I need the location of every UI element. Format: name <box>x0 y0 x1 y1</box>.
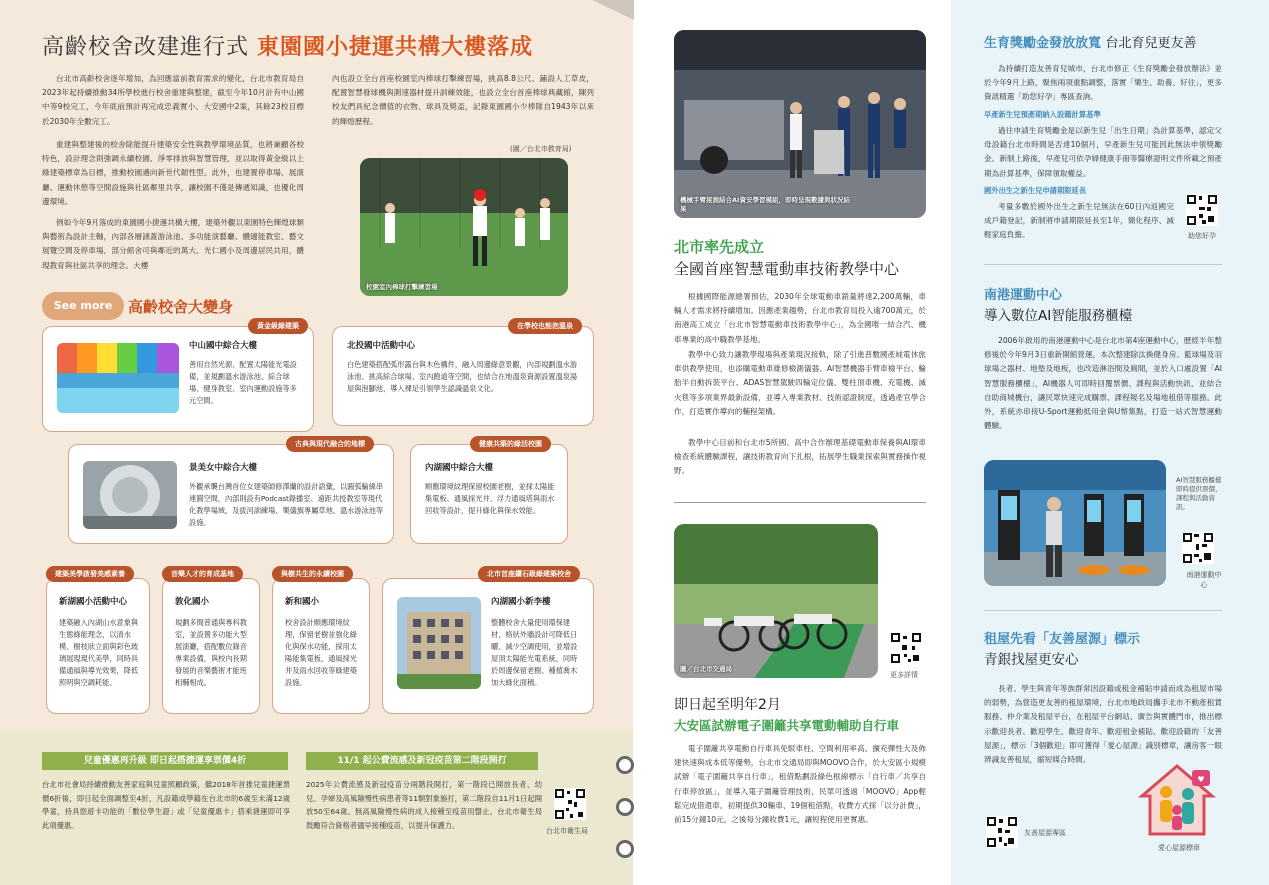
article-paragraph: 電子圍籬共享電動自行車具免駁車柱、空間利用率高、擴充彈性大及佈建快速與成本低等優勢，台北市交通局即與MOOVO合作，於大安區小規模試辦「電子圍籬共享自行車」，租借點劃設綠色框線標示「自行車／共享自行車停放區」，並導入電子圍籬管理技術，民眾可透過「MOOVO」App輕鬆完成借還車。初期提供30輛車、19個租借點，收費方式採「以分計費」，前15分鐘10元，之後每分鐘收費1元，讓短程使用更實惠。 <box>674 744 926 825</box>
ai-counter-photo <box>984 460 1166 586</box>
news-bar-title: 11/1 起公費流感及新冠疫苗第二階段開打 <box>306 752 538 770</box>
article-kicker: 南港運動中心 <box>984 288 1063 303</box>
friendly-housing-logo-icon <box>1136 762 1218 838</box>
card-title: 敦化國小 <box>175 597 210 607</box>
section-divider <box>984 264 1222 265</box>
page-fold-corner <box>592 0 634 20</box>
article-paragraph: 例如今年9月落成的東園國小捷運共構大樓，建築外觀以東園特色輝煌球類與藝術為設計主軸，內部各層涵蓋游泳池、多功能演藝廳、體適能教室、藝文展覽空間及停車場，部分館舍可與鄰近的萬大、光仁國小及周邊居民共用，體現教育與社區共享的理念。大樓 <box>42 218 304 270</box>
card-text: 整體校舍大量使用環保建材，格狀外牆設計可降低日曬、減少空調使用，並增設屋頂太陽能光電系統，同時於周邊保留老樹、種植喬木加大綠化面積。 <box>491 618 578 687</box>
building-card <box>68 444 394 544</box>
building-card <box>332 326 594 426</box>
article-paragraph: 內也設立全台首座校園室內棒球打擊練習場，挑高8.8公尺、鋪設人工草皮，配置智慧發球機與測速器材提升訓練效能，也設立全台首座棒球典藏館，陳列校友們具紀念價值的衣物、球具及獎盃，記錄東園國小少棒隊自1943年以來的輝煌歷程。 <box>332 74 594 126</box>
card-text: 善用自然光源、配置太陽能光電設備，並規劃溫水游泳池、綜合球場、健身教室、室內運動設施等多元空間。 <box>189 360 297 405</box>
card-text: 順應環境紋理保留校園老樹，並採太陽能集電板、通風採光井、浮力通風塔與雨水回收等設計，提升綠化與保水效能。 <box>425 482 555 515</box>
photo-caption: 圖／台北市交通局 <box>680 665 732 673</box>
title-highlight: 東園國小捷運共構大樓落成 <box>257 35 534 60</box>
news-bar-title: 兒童優惠再升級 即日起搭捷運享票價4折 <box>42 752 288 770</box>
card-tag: 音樂人才的育成基地 <box>162 566 243 582</box>
card-title: 中山國中綜合大樓 <box>189 341 258 351</box>
qr-label: 南港運動中心 <box>1186 571 1222 589</box>
title-prefix: 高齡校舍改建進行式 <box>42 35 250 60</box>
building-card <box>382 578 594 714</box>
see-more-button[interactable]: See more <box>42 292 124 320</box>
building-thumbnail <box>397 597 481 689</box>
article-kicker: 租屋先看「友善屋源」標示 <box>984 632 1141 647</box>
qr-label: 台北市衛生局 <box>546 827 588 835</box>
article-paragraph: 台北市高齡校舍逐年增加，為回應當前教育需求的變化，台北市教育局自2023年起持續推動34所學校進行校舍重建與整建，截至今年10月計有中山國中等9校完工，今年底前預計再完成忠義實小、大安國中2案，其餘23校目標於2030年全數完工。 <box>42 74 304 126</box>
article-paragraph: 根據國際能源總署預估，2030年全球電動車銷量將達2,200萬輛，車輛人才需求將持續增加。因應產業趨勢，台北市教育局投入逾700萬元，於南港高工成立「台北市智慧電動車技術教學中心」，為全國唯一結合汽、機車專業的高中職教學基地。 <box>674 292 926 344</box>
card-text: 建築融入內湖山水意象與生態綠能理念，以清水模、樹枝狀立面與彩色玻璃展現現代美學，同時具備通風與導光效果，降低照明與空調耗能。 <box>59 618 139 687</box>
building-thumbnail <box>57 343 179 413</box>
article-kicker: 北市率先成立 <box>674 238 765 256</box>
article-headline: 導入數位AI智能服務櫃檯 <box>984 308 1133 324</box>
article-paragraph: 考量多數於國外出生之新生兒無法在60日內返國完成戶籍登記，新制將申請期限延長至1年，簡化程序、減輕家庭負擔。 <box>984 202 1174 240</box>
article-subheading: 國外出生之新生兒申請期限延長 <box>984 186 1087 195</box>
logo-label: 愛心屋源標章 <box>1158 844 1200 852</box>
article-paragraph: 長者、學生與青年等族群常因設籍或租金補貼申請而成為租屋市場的弱勢，為營造更友善的租屋環境，台北市地政局攜手北市不動產租賃服務、仲介業及租屋平台，在租屋平台網站、廣告與實體門市，推出標示歡迎長者、歡迎學生、歡迎青年、歡迎租金補貼、歡迎設籍的「友善屋源」，標示「3個歡迎」即可獲得「愛心屋源」識別標章，讓房客一眼辨識友善租屋，縮短媒合時間。 <box>984 684 1222 765</box>
article-paragraph: 為持續打造友善育兒城市，台北市修正《生育獎勵金發放辦法》並於今年9月上路，聚焦兩項重點調整，落實「樂生、助養、好住」，更多資訊精選「助您好孕」專區查詢。 <box>984 64 1222 102</box>
card-title: 內湖國中綜合大樓 <box>425 463 494 473</box>
card-title: 新和國小 <box>285 597 320 607</box>
article-paragraph: 教學中心目前和台北市5所國、高中合作辦理基礎電動車保養與AI環車檢查系統體驗課程，讓技術教育向下扎根，拓展學生職業探索與實務操作視野。 <box>674 438 926 476</box>
page-title <box>42 30 533 61</box>
article-headline: 全國首座智慧電動車技術教學中心 <box>674 260 900 278</box>
card-title: 內湖國小新李樓 <box>491 597 551 607</box>
article-paragraph: 2006年啟用的南港運動中心是台北市第4座運動中心，歷經半年整修後於今年9月3日重新開館營運，本次整建除汰換健身房、籃球場及羽球場之器材、地墊及地板，也改造淋浴間及廁間，並於入口處設置「AI智慧服務櫃檯」，AI機器人可即時回覆票價、課程與活動快訊，並結合自助商城機台，讓民眾快速完成購票、課程報名及場地租借等服務。此外，系統亦串接U-Sport運動抵用金與U幣集點，打造一站式智慧運動體驗。 <box>984 336 1222 431</box>
binder-ring <box>616 840 634 858</box>
binder-ring <box>616 798 634 816</box>
building-card <box>162 578 260 714</box>
qr-code-icon[interactable] <box>1186 194 1218 226</box>
article-headline: 青銀找屋更安心 <box>984 652 1079 668</box>
card-tag: 建築美學啟發美感素養 <box>46 566 134 582</box>
card-tag: 與樹共生的永續校園 <box>272 566 353 582</box>
binder-ring <box>616 756 634 774</box>
news-text: 台北市社會局持續推動友善家庭與兒童照顧政策，繼2018年首推兒童捷運票價6折後，即日起全面調整至4折，凡設籍或學籍在台北市的6歲至未滿12歲學童，持具悠遊卡功能的「數位學生證」或「兒童優惠卡」搭乘捷運即可享此項優惠。 <box>42 780 290 830</box>
headline-rest: 台北育兒更友善 <box>1105 36 1197 51</box>
qr-code-icon[interactable] <box>890 632 922 664</box>
photo-source: (圖／台北市教育局) <box>510 145 572 153</box>
card-tag: 健康共築的綠活校園 <box>470 436 551 452</box>
building-thumbnail <box>83 461 177 529</box>
card-tag: 黃金級綠建築 <box>248 318 308 334</box>
building-card <box>42 326 314 432</box>
building-card <box>272 578 370 714</box>
card-text: 外觀承襲台灣首位女建築師修澤蘭的設計語彙，以圓弧輪線串連圓空間，內部則設有Podcast錄播室、遠距共授教室等現代化教學場域，及拔河訓練場、樂儀旗專屬草地、溫水游泳池等設施。 <box>189 482 384 527</box>
news-text: 2025年公費流感及新冠疫苗分兩階段開打，第一階段已開放長者、幼兒、孕婦及高風險慢性病患者等11類對象施打，第二階段自11月1日起開放50至64歲、無高風險慢性病的成人接種至疫苗用罄止，台北市衛生局鼓勵符合資格者儘早接種疫苗，以提升保護力。 <box>306 780 542 830</box>
card-title: 北投國中活動中心 <box>347 341 416 351</box>
card-title: 景美女中綜合大樓 <box>189 463 258 473</box>
headline-highlight: 生育獎勵金發放放寬 <box>984 36 1102 51</box>
building-card <box>46 578 150 714</box>
qr-code-icon[interactable] <box>1182 532 1214 564</box>
qr-label: 友善屋源專區 <box>1024 829 1066 837</box>
article-subheading: 早產新生兒預產期納入設籍計算基準 <box>984 110 1101 119</box>
article-headline <box>984 32 1197 51</box>
section-divider <box>984 610 1222 611</box>
bike-share-photo <box>674 524 878 678</box>
baseball-practice-photo <box>360 158 568 296</box>
svg-text:♥: ♥ <box>1197 775 1205 784</box>
card-text: 校舍設計順應環境紋理，保留老樹並強化綠化與保水功能，採用太陽能集電板、通風採光井及雨水回收等綠建築設施。 <box>285 618 357 687</box>
photo-caption: 機械手臂接測結合AI資安學習模組，即時呈現數據與狀況結果 <box>680 196 850 213</box>
card-text: 白色建築搭配弧形露台與木色構件，融入周邊綠意景觀，內部規劃溫水游泳池、挑高綜合球場、室內跑道等空間，也結合在地溫泉資源設置溫泉湯屋與泡腳池，導入裸足引領學生認識溫泉文化。 <box>347 360 578 393</box>
ev-lab-photo <box>674 30 926 218</box>
article-paragraph: 重建與整建後的校舍除能提升建築安全性與教學環境品質，也將兼顧各校特色，設計理念則強調永續校園、淨零排放與智慧管理，並以取得黃金級以上綠建築標章為目標，推動校園邁向新世代韌性型。此外，也建置停車場、展演廳、運動休憩等空間設施與社區鄰里共享，讓校園不僅是傳遞知識，也優化周邊環境。 <box>42 140 304 206</box>
photo-caption: 校園室內棒球打擊練習場 <box>366 283 438 291</box>
card-tag: 在學校也能泡溫泉 <box>508 318 582 334</box>
section-divider <box>674 502 926 503</box>
article-headline: 大安區試辦電子圍籬共享電動輔助自行車 <box>674 718 900 733</box>
qr-label: 更多詳情 <box>890 671 918 679</box>
card-title: 新湖國小活動中心 <box>59 597 128 607</box>
card-tag: 北市首座鑽石級綠建築校舍 <box>478 566 580 582</box>
building-card <box>410 444 568 544</box>
photo-caption: AI智慧服務櫃檯即時提供票價、課程與活動資訊。 <box>1176 476 1222 511</box>
article-paragraph: 過往申請生育獎勵金是以新生兒「出生日期」為計算基準，認定父母設籍台北市時間是否達10個月，早產新生兒可能因此無法申領獎勵金。新制上路後，早產兒可依孕婦健康手冊等醫療證明文件所載之預產期為計算基準，保障領取權益。 <box>984 126 1222 178</box>
qr-code-icon[interactable] <box>986 816 1018 848</box>
card-tag: 古典與現代融合的地標 <box>286 436 374 452</box>
article-paragraph: 教學中心致力讓教學現場與產業現況接軌，除了引進普數國產純電休旅車供教學使用，也添購電動車維修檢測儀器、AI智慧機器手臂車檢平台、輪胎半自動拆裝平台、ADAS智慧駕駛四輪定位儀、雙柱頂車機、充電機、滅火毯等多項業界最新設備，並導入專業教材、技術認證制度，透過產官學合作，打造實作導向的輔程架構。 <box>674 350 926 416</box>
qr-label: 助您好孕 <box>1188 232 1216 240</box>
article-kicker: 即日起至明年2月 <box>674 697 781 713</box>
card-text: 規劃多間普通與專科教室，並設置多功能大型展演廳，搭配數位錄音專業設備，與校內長期發展的音樂藝術才能班相輔相成。 <box>175 618 247 687</box>
qr-code-icon[interactable] <box>554 788 586 820</box>
section-title: 高齡校舍大變身 <box>128 298 234 316</box>
